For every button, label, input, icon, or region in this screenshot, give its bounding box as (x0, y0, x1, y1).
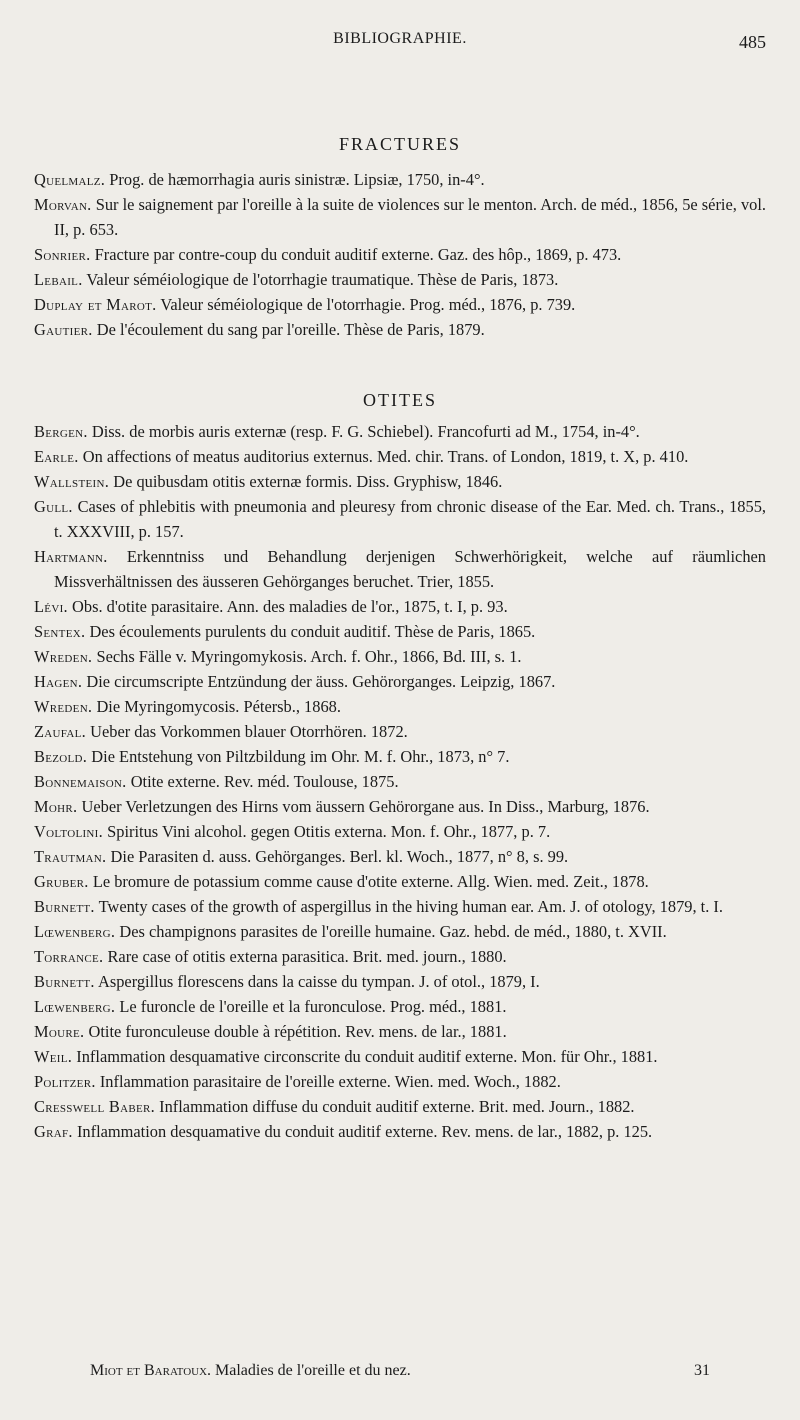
running-head (34, 30, 766, 56)
reference-author: Sentex. (34, 622, 86, 641)
reference-text: Prog. de hæmorrhagia auris sinistræ. Lipsiæ, 1750, in-4°. (109, 170, 485, 189)
reference-author: Morvan. (34, 195, 92, 214)
bibliography-sections (34, 134, 766, 1144)
reference-text: De l'écoulement du sang par l'oreille. Thèse de Paris, 1879. (96, 320, 485, 339)
reference-author: Moure. (34, 1022, 85, 1041)
section-title: OTITES (363, 390, 437, 410)
reference-author: Hartmann. (34, 547, 108, 566)
section-title: FRACTURES (338, 134, 462, 154)
reference-entry (34, 594, 766, 619)
reference-entry (34, 969, 766, 994)
reference-author: Lœwenberg. (34, 922, 116, 941)
reference-author: Gruber. (34, 872, 89, 891)
reference-entry (34, 267, 766, 292)
reference-text: Cases of phlebitis with pneumonia and pleuresy from chronic disease of the Ear. Med. ch. Trans., 1855, t. XXXVIII, p. 157. (54, 497, 766, 541)
page-footer (90, 1362, 710, 1380)
reference-text: Die circumscripte Entzündung der äuss. Gehörorganges. Leipzig, 1867. (86, 672, 556, 691)
reference-author: Bezold. (34, 747, 88, 766)
reference-author: Lévi. (34, 597, 68, 616)
reference-entry (34, 744, 766, 769)
reference-text: Diss. de morbis auris externæ (resp. F. G. Schiebel). Francofurti ad M., 1754, in-4°. (91, 422, 640, 441)
reference-author: Graf. (34, 1122, 73, 1141)
reference-author: Gautier. (34, 320, 93, 339)
page-number: 485 (739, 32, 766, 52)
reference-entry (34, 192, 766, 242)
reference-text: Otite externe. Rev. méd. Toulouse, 1875. (130, 772, 399, 791)
reference-text: Le furoncle de l'oreille et la furonculose. Prog. méd., 1881. (119, 997, 507, 1016)
footer-authors: Miot et Baratoux. (90, 1362, 212, 1379)
reference-text: Le bromure de potassium comme cause d'otite externe. Allg. Wien. med. Zeit., 1878. (92, 872, 649, 891)
signature-mark: 31 (694, 1362, 710, 1379)
reference-author: Zaufal. (34, 722, 87, 741)
reference-entry (34, 544, 766, 594)
reference-text: Des champignons parasites de l'oreille humaine. Gaz. hebd. de méd., 1880, t. XVII. (119, 922, 667, 941)
reference-author: Quelmalz. (34, 170, 106, 189)
reference-author: Politzer. (34, 1072, 96, 1091)
reference-entry (34, 494, 766, 544)
reference-author: Burnett. (34, 972, 95, 991)
reference-author: Bonnemaison. (34, 772, 127, 791)
reference-entry (34, 292, 766, 317)
reference-text: Sur le saignement par l'oreille à la suite de violences sur le menton. Arch. de méd., 1856, 5e série, vol. II, p. 653. (54, 195, 766, 239)
reference-text: Inflammation diffuse du conduit auditif externe. Brit. med. Journ., 1882. (159, 1097, 635, 1116)
reference-author: Wallstein. (34, 472, 110, 491)
reference-text: Spiritus Vini alcohol. gegen Otitis externa. Mon. f. Ohr., 1877, p. 7. (107, 822, 551, 841)
reference-text: Inflammation desquamative circonscrite du conduit auditif externe. Mon. für Ohr., 1881. (76, 1047, 658, 1066)
footer-book-title: Maladies de l'oreille et du nez. (215, 1362, 411, 1379)
reference-list (34, 167, 766, 342)
reference-entry (34, 469, 766, 494)
reference-author: Duplay et Marot. (34, 295, 157, 314)
reference-entry (34, 719, 766, 744)
reference-author: Cresswell Baber. (34, 1097, 156, 1116)
reference-entry (34, 669, 766, 694)
reference-text: Ueber das Vorkommen blauer Otorrhören. 1872. (90, 722, 408, 741)
reference-author: Bergen. (34, 422, 88, 441)
reference-entry (34, 894, 766, 919)
reference-entry (34, 419, 766, 444)
reference-entry (34, 994, 766, 1019)
reference-author: Hagen. (34, 672, 83, 691)
reference-text: Rare case of otitis externa parasitica. Brit. med. journ., 1880. (107, 947, 507, 966)
reference-text: Valeur séméiologique de l'otorrhagie. Prog. méd., 1876, p. 739. (160, 295, 576, 314)
reference-text: Ueber Verletzungen des Hirns vom äussern Gehörorgane aus. In Diss., Marburg, 1876. (81, 797, 650, 816)
reference-author: Trautman. (34, 847, 107, 866)
reference-text: Die Parasiten d. auss. Gehörganges. Berl. kl. Woch., 1877, n° 8, s. 99. (110, 847, 569, 866)
reference-text: Aspergillus florescens dans la caisse du tympan. J. of otol., 1879, I. (98, 972, 540, 991)
reference-author: Wreden. (34, 647, 93, 666)
reference-entry (34, 1119, 766, 1144)
reference-entry (34, 844, 766, 869)
reference-text: Des écoulements purulents du conduit auditif. Thèse de Paris, 1865. (89, 622, 536, 641)
reference-text: Otite furonculeuse double à répétition. Rev. mens. de lar., 1881. (88, 1022, 507, 1041)
reference-entry (34, 694, 766, 719)
reference-author: Wreden. (34, 697, 93, 716)
reference-entry (34, 769, 766, 794)
reference-entry (34, 242, 766, 267)
reference-author: Voltolini. (34, 822, 104, 841)
reference-author: Lebail. (34, 270, 83, 289)
reference-entry (34, 317, 766, 342)
reference-entry (34, 794, 766, 819)
reference-entry (34, 167, 766, 192)
reference-entry (34, 869, 766, 894)
reference-author: Torrance. (34, 947, 104, 966)
reference-text: Inflammation desquamative du conduit auditif externe. Rev. mens. de lar., 1882, p. 125. (76, 1122, 653, 1141)
reference-author: Gull. (34, 497, 73, 516)
reference-text: Sechs Fälle v. Myringomykosis. Arch. f. Ohr., 1866, Bd. III, s. 1. (96, 647, 522, 666)
reference-text: Valeur séméiologique de l'otorrhagie traumatique. Thèse de Paris, 1873. (86, 270, 559, 289)
reference-text: Die Entstehung von Piltzbildung im Ohr. M. f. Ohr., 1873, n° 7. (91, 747, 510, 766)
reference-entry (34, 444, 766, 469)
reference-text: Die Myringomycosis. Pétersb., 1868. (96, 697, 341, 716)
reference-author: Lœwenberg. (34, 997, 116, 1016)
reference-text: Fracture par contre-coup du conduit auditif externe. Gaz. des hôp., 1869, p. 473. (94, 245, 622, 264)
reference-author: Weil. (34, 1047, 73, 1066)
reference-list (34, 419, 766, 1144)
reference-author: Sonrier. (34, 245, 91, 264)
reference-text: Obs. d'otite parasitaire. Ann. des maladies de l'or., 1875, t. I, p. 93. (72, 597, 508, 616)
reference-author: Burnett. (34, 897, 95, 916)
reference-text: De quibusdam otitis externæ formis. Diss. Gryphisw, 1846. (113, 472, 503, 491)
reference-entry (34, 1094, 766, 1119)
reference-text: Twenty cases of the growth of aspergillus in the hiving human ear. Am. J. of otology, 1879, t. I. (98, 897, 723, 916)
reference-entry (34, 944, 766, 969)
reference-text: Erkenntniss und Behandlung derjenigen Schwerhörigkeit, welche auf räumlichen Missverhältnissen des äusseren Gehörganges beruchet. Trier, 1855. (54, 547, 766, 591)
reference-entry (34, 644, 766, 669)
reference-entry (34, 1069, 766, 1094)
reference-entry (34, 1019, 766, 1044)
reference-author: Mohr. (34, 797, 78, 816)
reference-entry (34, 619, 766, 644)
reference-author: Earle. (34, 447, 79, 466)
reference-entry (34, 919, 766, 944)
reference-text: Inflammation parasitaire de l'oreille externe. Wien. med. Woch., 1882. (99, 1072, 561, 1091)
reference-entry (34, 1044, 766, 1069)
reference-entry (34, 819, 766, 844)
running-title: BIBLIOGRAPHIE. (333, 30, 467, 47)
reference-text: On affections of meatus auditorius externus. Med. chir. Trans. of London, 1819, t. X, p. 410. (82, 447, 689, 466)
